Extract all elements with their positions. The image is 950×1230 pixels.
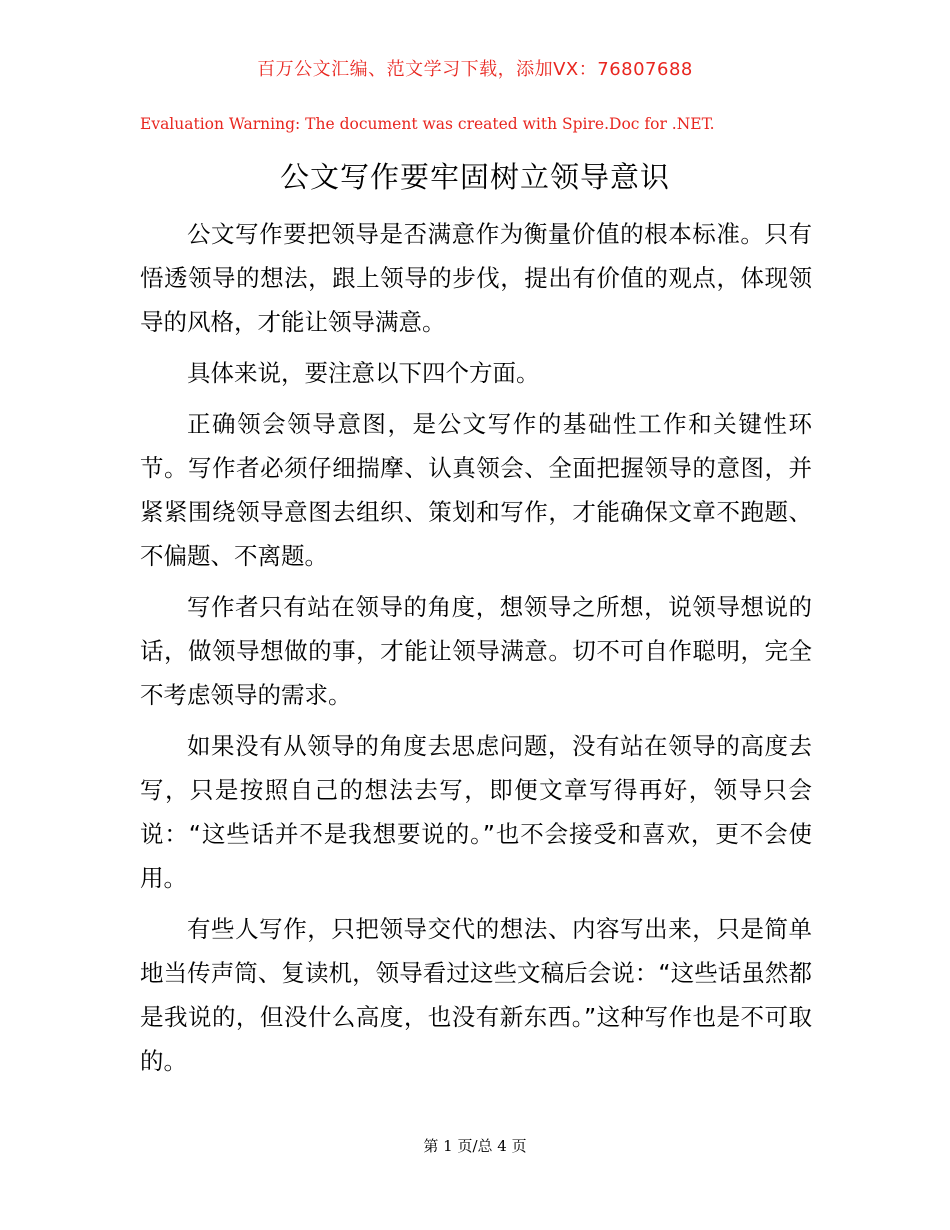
- document-body: [140, 212, 812, 1090]
- paragraph: 正确领会领导意图，是公文写作的基础性工作和关键性环节。写作者必须仔细揣摩、认真领会、全面把握领导的意图，并紧紧围绕领导意图去组织、策划和写作，才能确保文章不跑题、不偏题、不离题。: [140, 410, 812, 570]
- document-title: 公文写作要牢固树立领导意识: [279, 160, 670, 194]
- paragraph: 有些人写作，只把领导交代的想法、内容写出来，只是简单地当传声筒、复读机，领导看过这些文稿后会说：“这些话虽然都是我说的，但没什么高度，也没有新东西。”这种写作也是不可取的。: [140, 915, 812, 1075]
- paragraph: 如果没有从领导的角度去思虑问题，没有站在领导的高度去写，只是按照自己的想法去写，即便文章写得再好，领导只会说：“这些话并不是我想要说的。”也不会接受和喜欢，更不会使用。: [140, 732, 812, 892]
- paragraph: 公文写作要把领导是否满意作为衡量价值的根本标准。只有悟透领导的想法，跟上领导的步伐，提出有价值的观点，体现领导的风格，才能让领导满意。: [140, 220, 812, 336]
- paragraph: 写作者只有站在领导的角度，想领导之所想，说领导想说的话，做领导想做的事，才能让领导满意。切不可自作聪明，完全不考虑领导的需求。: [140, 593, 812, 709]
- page-footer: 第 1 页/总 4 页: [423, 1137, 527, 1155]
- paragraph: 具体来说，要注意以下四个方面。: [187, 359, 540, 387]
- header-banner: 百万公文汇编、范文学习下载，添加VX：76807688: [257, 59, 693, 80]
- evaluation-warning: Evaluation Warning: The document was created with Spire.Doc for .NET.: [140, 115, 715, 133]
